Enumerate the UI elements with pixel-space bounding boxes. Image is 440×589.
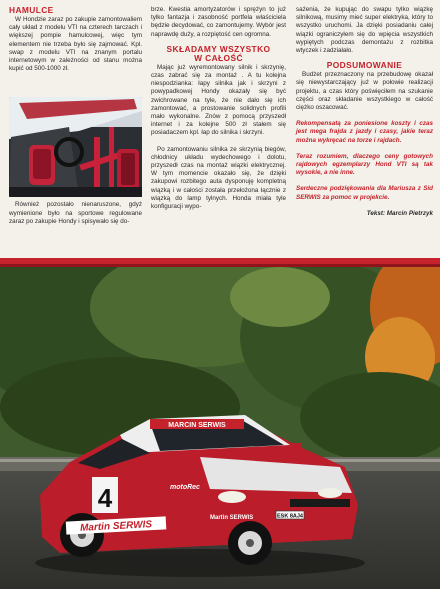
rally-car-photo — [0, 267, 440, 589]
door-number: 4 — [97, 483, 113, 513]
cockpit-photo — [9, 97, 142, 197]
column-2 — [151, 0, 286, 211]
assembly-text: Mając już wyremontowany silnik i skrzynię, czas zabrać się za montaż . A tu kolejna niespodzianka: łapy silnika jak i skrzyni z powypadkowej Hondy okazały się być zwichrowane na tyle, że nie dało się ich zamontować, a prostowanie solidnych profili mało wykonalne. Znów z pomocą przyszedł internet i za kolejne 500 zł stałem się posiadaczem kpl. łap do silnika i skrzyni. — [151, 63, 286, 137]
sponsor-2: Martin SERWIS — [210, 515, 254, 521]
rally-car-illustration — [0, 267, 440, 589]
suspension-text: Również pozostało nienaruszone, gdyż wymienione było na sportowe regulowane zaraz po zakupie Hondy i spisywało się do- — [9, 201, 142, 225]
brakes-text: W Hondzie zaraz po zakupie zamontowaliem cały układ z modelu VTI na czterech tarczach i większej pompie hamulcowej, więc tym elementem nie trzeba było się zajmować. Kpl. swap z modelu VTI na znanym portalu internetowym w zależności od stanu można kupić od 500-1000 zł. — [9, 16, 142, 73]
summary-text: Budżet przeznaczony na przebudowę okazał się niewystarczający już w połowie realizacji projektu, a czas który poświęciłem na szukanie części oraz składanie wszystkiego w całość ciężko oszacować. — [296, 71, 433, 112]
heading-assembly-2: W CAŁOŚĆ — [194, 52, 243, 63]
cockpit-illustration — [9, 97, 142, 197]
column-3 — [296, 0, 433, 218]
summary-highlight-1: Rekompensatą za poniesione koszty i czas jest mega frajda z jazdy i czasy, jakie teraz można wykręcać na torze i rajdach. — [296, 120, 433, 144]
author-credit: Tekst: Marcin Pietrzyk — [366, 209, 433, 217]
heading-assembly-1: SKŁADAMY WSZYSTKO — [166, 43, 271, 54]
sponsor-1: motoRec — [170, 484, 200, 491]
column-3-intro: sażenia, że kupując do swapu tylko wiązkę silnikową, musimy mieć super elektryka, który to wszystko uruchomi. Ja dzięki posiadaniu całej wiązki ograniczyłem się do wpięcia wszystkich wypiętych podczas demontażu z rozbitka wtyczek i zadziałało. — [296, 6, 433, 55]
windshield-banner: MARCIN SERWIS — [168, 422, 226, 429]
license-plate: ESK 8AJ4 — [277, 513, 303, 520]
wiring-text: Po zamontowaniu silnika ze skrzynią biegów, chłodnicy układu wydechowego i dolotu, przyszedł czas na montaż wiązki elektrycznej. W tym momencie okazało się, że dzięki zakupowi rozbitego auta dysponuję kompletną wiązką i w całości została przełożona łącznie z wiązką do lamp tylnych. Honda miała tyle konfiguracji wypo- — [151, 145, 286, 211]
summary-thanks: Serdeczne podziękowania dla Mariusza z Sid SERWIS za pomoc w projekcie. — [296, 185, 433, 201]
side-logo: Martin SERWIS — [79, 519, 153, 534]
heading-summary: PODSUMOWANIE — [326, 60, 403, 71]
heading-brakes: HAMULCE — [9, 5, 54, 15]
column-2-intro: brze. Kwestia amortyzatorów i sprężyn to już tylko fantazja i zasobność portfela właściciela będzie decydować, co zamontujemy. Wybór jest naprawdę duży, a rozpiętość cen ogromna. — [151, 6, 286, 38]
summary-highlight-2: Teraz rozumiem, dlaczego ceny gotowych rajdowych egzemplarzy Hond VTI są tak wysokie, a nie inne. — [296, 152, 433, 177]
